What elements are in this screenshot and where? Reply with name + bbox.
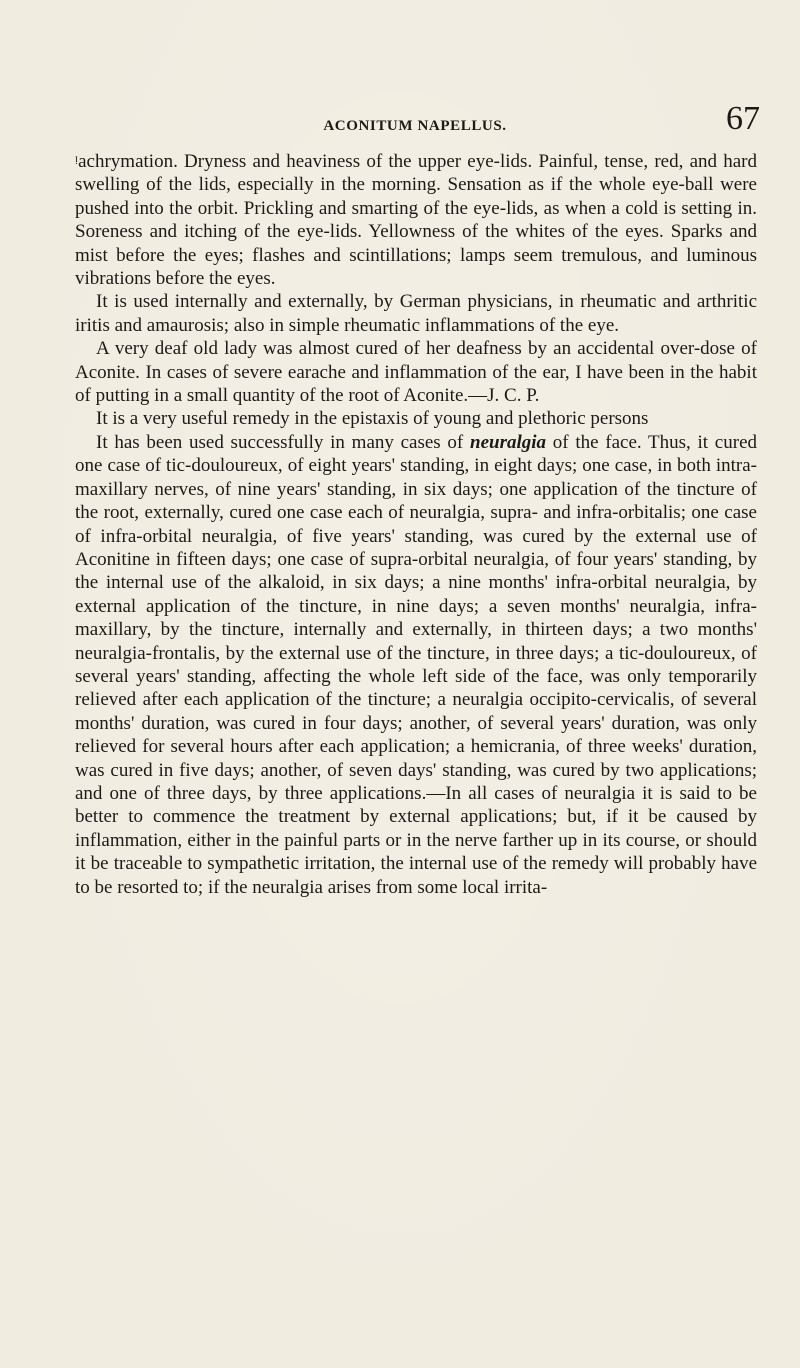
page-number: 67 — [726, 100, 760, 137]
paragraph-eye-symptoms: ᵎachrymation. Dryness and heaviness of the upper eye-lids. Painful, tense, red, and hard swelling of the lids, especially in the morning. Sensation as if the whole eye-ball were pushed into the orbit. Prickling and smarting of the eye-lids, as when a cold is setting in. Soreness and itching of the eye-lids. Yellowness of the whites of the eyes. Sparks and mist before the eyes; flashes and scintillations; lamps seem tremulous, and luminous vibrations before the eyes. — [75, 151, 757, 290]
running-head — [70, 90, 760, 137]
paragraph-iritis: It is used internally and externally, by German physicians, in rheumatic and arthritic iritis and amaurosis; also in simple rheumatic inflammations of the eye. — [75, 291, 757, 336]
paragraph-neuralgia — [75, 431, 757, 899]
neuralgia-emphasis: neuralgia — [470, 431, 547, 453]
neuralgia-text-rest: of the face. Thus, it cured one case of tic-douloureux, of eight years' standing, in eight days; one case, in both intra-maxillary nerves, of nine years' standing, in six days; one application of the tincture of the root, externally, cured one case each of neuralgia, supra- and infra-orbitalis; one case of infra-orbital neuralgia, of five years' standing, was cured by the external use of Aconitine in fifteen days; one case of supra-orbital neuralgia, of four years' standing, by the internal use of the alkaloid, in six days; a nine months' infra-orbital neuralgia, by external application of the tincture, in nine days; a seven months' neuralgia, infra-maxillary, by the tincture, internally and externally, in thirteen days; a two months' neuralgia-frontalis, by the external use of the tincture, in three days; a tic-douloureux, of several years' standing, affecting the whole left side of the face, was only temporarily relieved after each application of the tincture; a neuralgia occipito-cervicalis, of several months' duration, was cured in four days; another, of several years' duration, was only relieved for several hours after each application; a hemicrania, of three weeks' duration, was cured in five days; another, of seven days' standing, was cured by two applications; and one of three days, by three applications.—In all cases of neuralgia it is said to be better to commence the treatment by external applications; but, if it be caused by inflammation, either in the painful parts or in the nerve farther up in its course, or should it be traceable to sympathetic irritation, the internal use of the remedy will probably have to be resorted to; if the neuralgia arises from some local irrita- — [75, 431, 757, 898]
paragraph-deafness: A very deaf old lady was almost cured of her deafness by an accidental over-dose of Aconite. In cases of severe earache and inflammation of the ear, I have been in the habit of putting in a small quantity of the root of Aconite.—J. C. P. — [75, 338, 757, 407]
paragraph-epistaxis: It is a very useful remedy in the epistaxis of young and plethoric persons — [96, 408, 649, 430]
running-title: ACONITUM NAPELLUS. — [323, 118, 507, 134]
neuralgia-text-start: It has been used successfully in many cases of — [96, 431, 470, 453]
body-text — [75, 150, 757, 899]
